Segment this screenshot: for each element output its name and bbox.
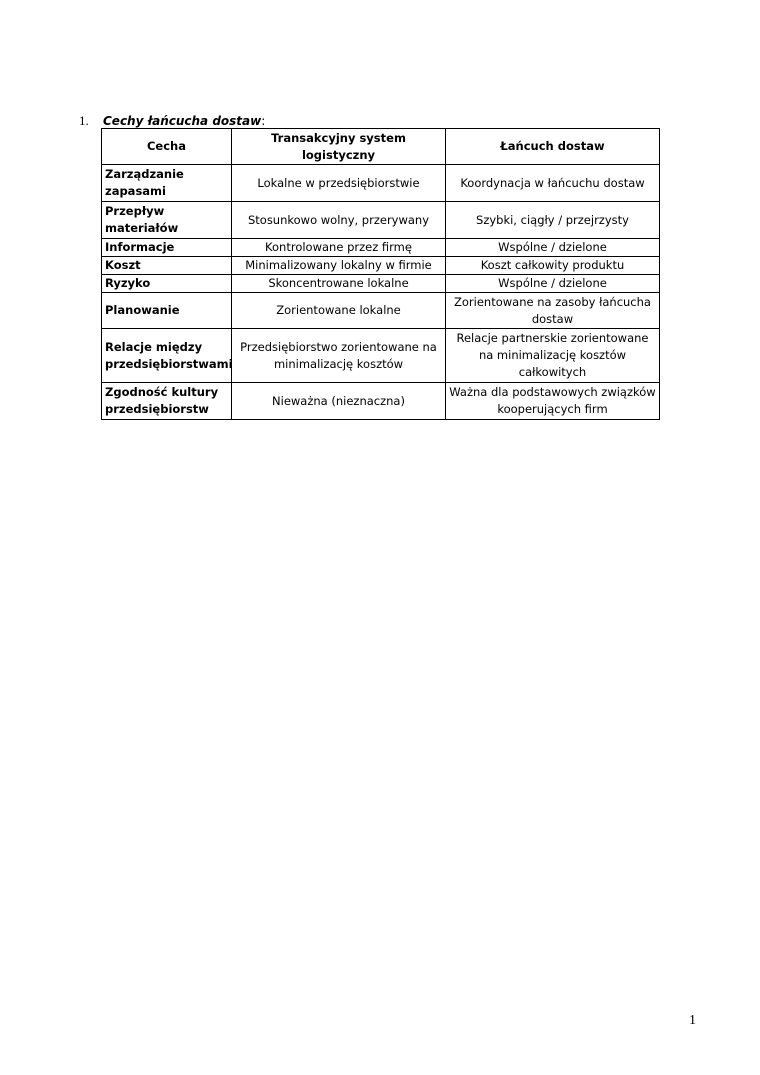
table-row	[102, 239, 660, 257]
row-transactional-cell: Przedsiębiorstwo zorientowane na minimalizację kosztów	[232, 329, 446, 383]
column-header-transactional-system: Transakcyjny system logistyczny	[232, 129, 446, 165]
row-feature-cell: Ryzyko	[102, 275, 232, 293]
supply-chain-features-table	[101, 128, 660, 420]
section-title-colon: :	[261, 114, 266, 128]
row-supply-chain-cell: Koordynacja w łańcuchu dostaw	[446, 165, 660, 202]
row-feature-cell: Informacje	[102, 239, 232, 257]
row-transactional-cell: Zorientowane lokalne	[232, 293, 446, 329]
row-supply-chain-cell: Szybki, ciągły / przejrzysty	[446, 202, 660, 239]
row-supply-chain-cell: Ważna dla podstawowych związków kooperujących firm	[446, 383, 660, 420]
table-header-row	[102, 129, 660, 165]
section-number: 1.	[79, 113, 89, 128]
row-feature-cell: Zarządzanie zapasami	[102, 165, 232, 202]
row-supply-chain-cell: Wspólne / dzielone	[446, 239, 660, 257]
row-feature-cell: Zgodność kultury przedsiębiorstw	[102, 383, 232, 420]
row-supply-chain-cell: Relacje partnerskie zorientowane na minimalizację kosztów całkowitych	[446, 329, 660, 383]
section-title: Cechy łańcucha dostaw	[103, 114, 262, 128]
table-row	[102, 383, 660, 420]
page-number: 1	[689, 1013, 696, 1028]
row-supply-chain-cell: Koszt całkowity produktu	[446, 257, 660, 275]
table-row	[102, 275, 660, 293]
section-heading	[79, 113, 265, 129]
table-row	[102, 293, 660, 329]
row-feature-cell: Relacje między przedsiębiorstwami	[102, 329, 232, 383]
table-row	[102, 329, 660, 383]
row-transactional-cell: Nieważna (nieznaczna)	[232, 383, 446, 420]
row-transactional-cell: Stosunkowo wolny, przerywany	[232, 202, 446, 239]
row-feature-cell: Koszt	[102, 257, 232, 275]
row-transactional-cell: Kontrolowane przez firmę	[232, 239, 446, 257]
row-feature-cell: Planowanie	[102, 293, 232, 329]
column-header-feature: Cecha	[102, 129, 232, 165]
row-transactional-cell: Skoncentrowane lokalne	[232, 275, 446, 293]
row-supply-chain-cell: Wspólne / dzielone	[446, 275, 660, 293]
column-header-supply-chain: Łańcuch dostaw	[446, 129, 660, 165]
row-transactional-cell: Minimalizowany lokalny w firmie	[232, 257, 446, 275]
table-row	[102, 202, 660, 239]
row-feature-cell: Przepływ materiałów	[102, 202, 232, 239]
row-supply-chain-cell: Zorientowane na zasoby łańcucha dostaw	[446, 293, 660, 329]
table-row	[102, 257, 660, 275]
table-row	[102, 165, 660, 202]
row-transactional-cell: Lokalne w przedsiębiorstwie	[232, 165, 446, 202]
